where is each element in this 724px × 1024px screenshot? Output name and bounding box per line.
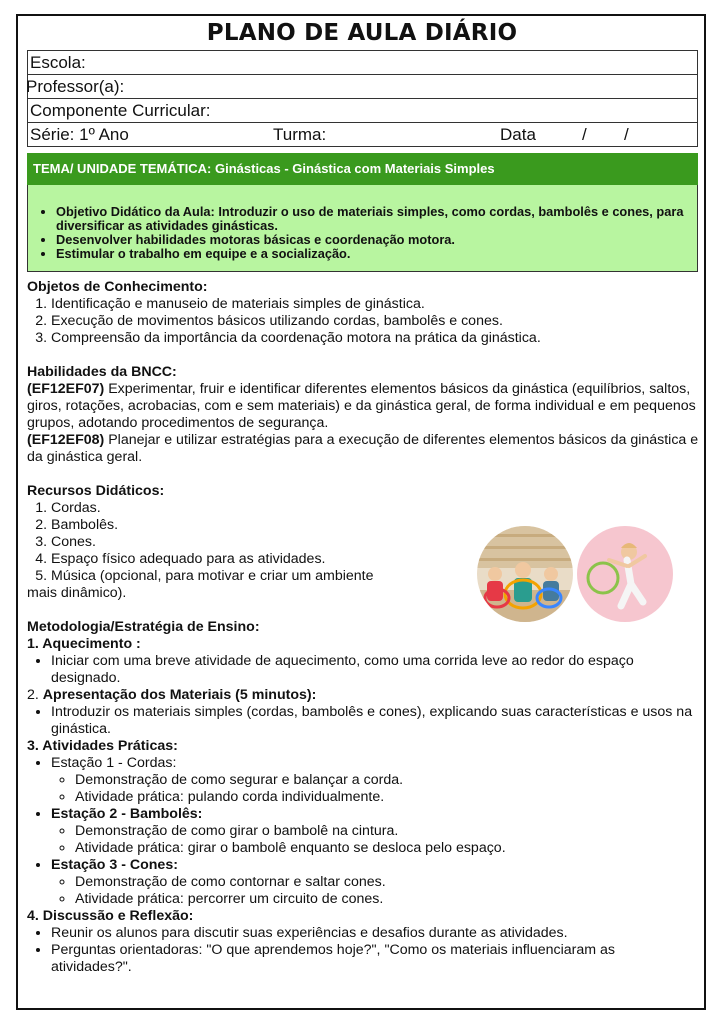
station-3-item: ◦ Atividade prática: percorrer um circuito de cones. [75,891,699,908]
escola-row [28,51,697,75]
station-2-item: ◦ Demonstração de como girar o bambolê na cintura. [75,823,699,840]
recurso-item: 4. Espaço físico adequado para as atividades. [51,551,699,568]
gymnast-hoop-photo [577,526,673,622]
step-4-item: • Reunir os alunos para discutir suas experiências e desafios durante as atividades. [51,925,699,942]
station-3-item: ◦ Demonstração de como contornar e saltar cones. [75,874,699,891]
escola-label: Escola: [30,53,86,72]
bncc-code-2: (EF12EF08) [27,432,105,448]
conhecimento-list [27,296,699,347]
bncc-code-1: (EF12EF07) [27,381,105,397]
recurso-item: 5. Música (opcional, para motivar e criar um ambiente [51,568,699,585]
stations-list [27,755,699,908]
turma-label: Turma: [273,125,327,144]
recurso-item: 1. Cordas. [51,500,699,517]
date-slash-2: / [624,125,629,144]
conhecimento-heading: Objetos de Conhecimento: [27,279,208,295]
header-form [27,50,698,147]
step-2-title: Apresentação dos Materiais (5 minutos): [42,687,317,703]
station-1-items [51,772,699,806]
station-1-title: Estação 1 - Cordas: [51,755,177,771]
data-label: Data [500,125,536,144]
step-2-title-row [27,687,699,704]
station-3 [51,857,699,908]
step-1-item: • Iniciar com uma breve atividade de aquecimento, como uma corrida leve ao redor do espaço designado. [51,653,699,687]
step-2-list [27,704,699,738]
bncc-skill-2 [27,432,699,466]
bncc-heading: Habilidades da BNCC: [27,364,177,380]
station-2 [51,806,699,857]
objectives-list [28,185,697,261]
step-4-item: • Perguntas orientadoras: "O que aprendemos hoje?", "Como os materiais influenciaram as atividades?". [51,942,699,976]
step-1-title: 1. Aquecimento : [27,636,141,652]
station-3-items [51,874,699,908]
station-2-item: ◦ Atividade prática: girar o bambolê enquanto se desloca pelo espaço. [75,840,699,857]
bncc-skill-1 [27,381,699,432]
recursos-heading: Recursos Didáticos: [27,483,165,499]
children-hoops-photo [477,526,573,622]
professor-label: Professor(a): [26,77,125,96]
tema-banner: TEMA/ UNIDADE TEMÁTICA: Ginásticas - Ginástica com Materiais Simples [27,153,698,185]
conhecimento-item: 3. Compreensão da importância da coordenação motora na prática da ginástica. [51,330,699,347]
station-1-item: ◦ Atividade prática: pulando corda individualmente. [75,789,699,806]
step-4-title: 4. Discussão e Reflexão: [27,908,194,924]
recursos-continuation: mais dinâmico). [27,585,127,601]
step-2-item: • Introduzir os materiais simples (cordas, bambolês e cones), explicando suas características e usos na ginástica. [51,704,699,738]
bncc-text-2: Planejar e utilizar estratégias para a execução de diferentes elementos básicos da ginástica e da ginástica geral. [27,432,699,465]
objective-item: • Desenvolver habilidades motoras básicas e coordenação motora. [56,233,689,247]
bncc-text-1: Experimentar, fruir e identificar diferentes elementos básicos da ginástica (equilíbrios, saltos, giros, rotações, acrobacias, com e sem materiais) e da ginástica geral, de forma individual e em pequenos grupos, adotando procedimentos de segurança. [27,381,696,431]
professor-row [28,75,697,99]
step-2-number: 2. [27,687,43,703]
station-2-title: Estação 2 - Bambolês: [51,806,203,822]
objective-item: • Objetivo Didático da Aula: Introduzir o uso de materiais simples, como cordas, bambolês e cones, para diversificar as atividades ginásticas. [56,205,689,233]
station-1 [51,755,699,806]
objective-item: • Estimular o trabalho em equipe e a socialização. [56,247,689,261]
recurso-item: 3. Cones. [51,534,699,551]
conhecimento-item: 1. Identificação e manuseio de materiais simples de ginástica. [51,296,699,313]
station-2-items [51,823,699,857]
step-3-title: 3. Atividades Práticas: [27,738,178,754]
componente-label: Componente Curricular: [30,101,211,120]
serie-label: Série: 1º Ano [30,125,129,144]
station-1-item: ◦ Demonstração de como segurar e balançar a corda. [75,772,699,789]
date-slash-1: / [582,125,587,144]
photo-group [477,526,673,622]
serie-row [28,123,697,146]
step-4-list [27,925,699,976]
metodologia-heading: Metodologia/Estratégia de Ensino: [27,619,260,635]
station-3-title: Estação 3 - Cones: [51,857,178,873]
page-title: PLANO DE AULA DIÁRIO [206,20,518,46]
recurso-item: 2. Bambolês. [51,517,699,534]
componente-row [28,99,697,123]
conhecimento-item: 2. Execução de movimentos básicos utilizando cordas, bambolês e cones. [51,313,699,330]
objectives-box [27,185,698,272]
step-1-list [27,653,699,687]
lesson-body [27,279,699,976]
